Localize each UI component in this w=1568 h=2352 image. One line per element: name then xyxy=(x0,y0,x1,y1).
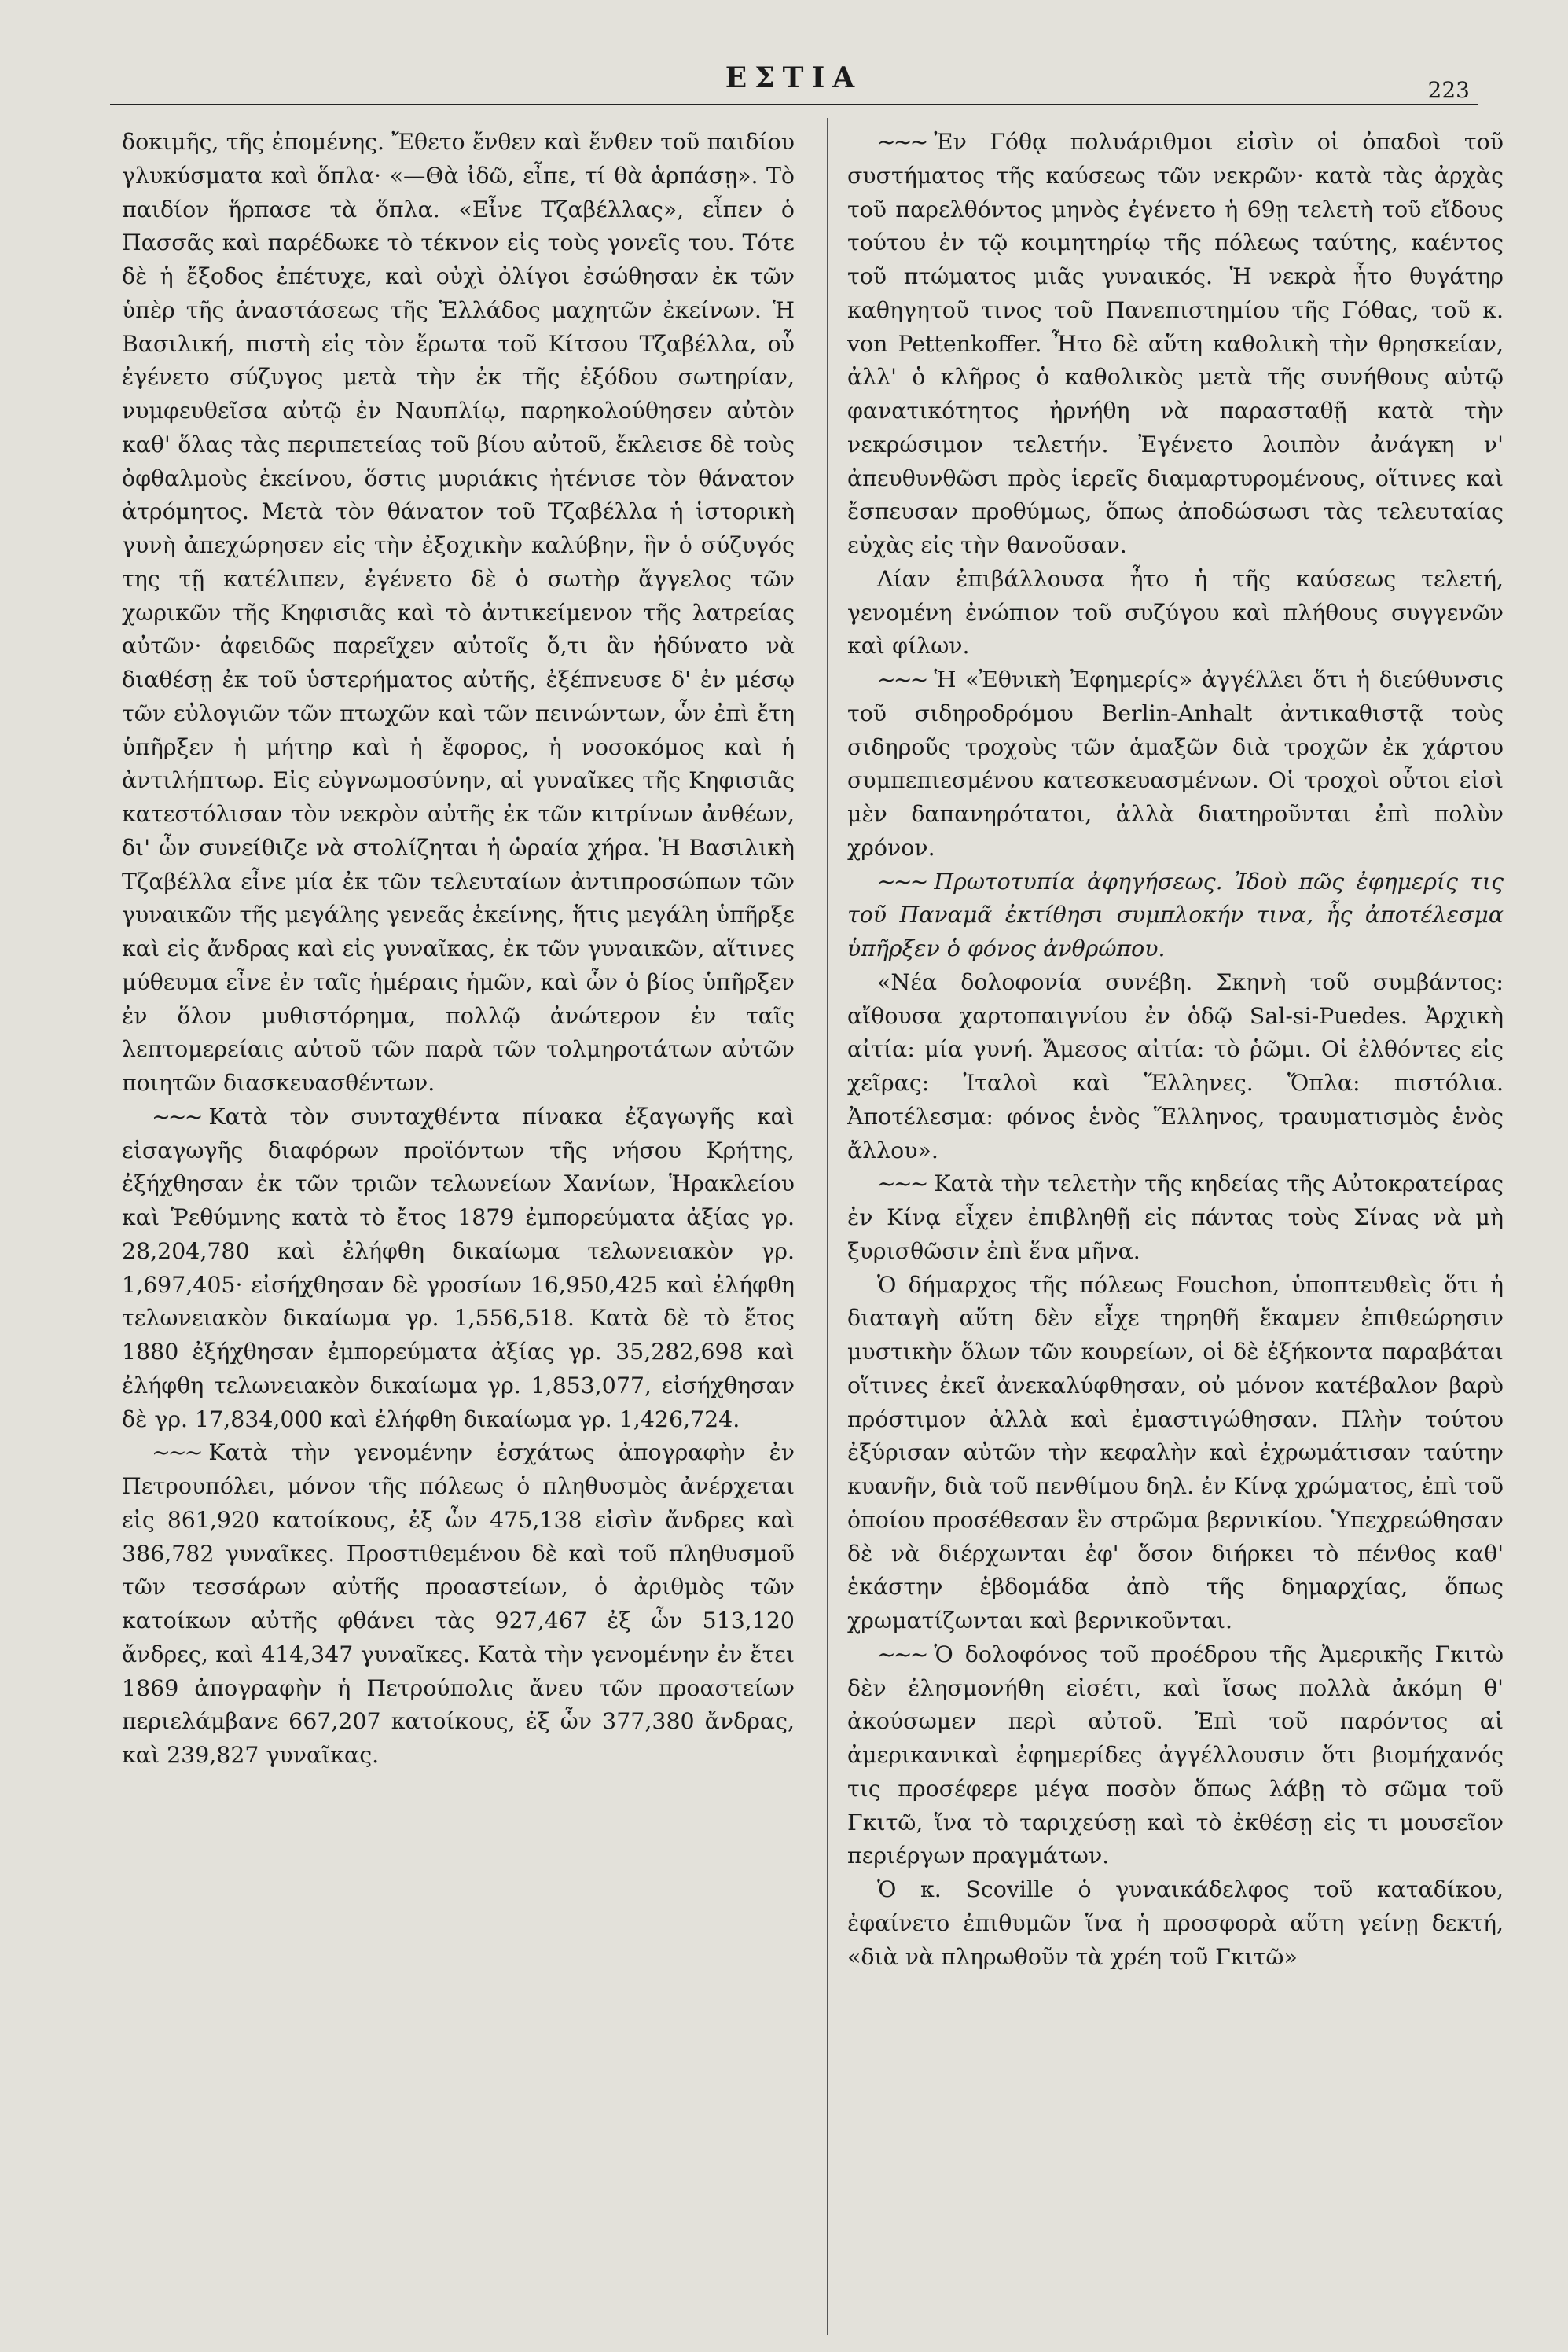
paragraph-text: Ἐν Γόθᾳ πολυάριθμοι εἰσὶν οἱ ὀπαδοὶ τοῦ συστήματος τῆς καύσεως τῶν νεκρῶν· κατὰ τὰς ἀρχὰς τοῦ παρελθόντος μηνὸς ἐγένετο ἡ 69ῃ τελετὴ τοῦ εἴδους τούτου ἐν τῷ κοιμητηρίῳ τῆς πόλεως ταύτης, καέντος τοῦ πτώματος μιᾶς γυναικός. Ἡ νεκρὰ ἦτο θυγάτηρ καθηγητοῦ τινος τοῦ Πανεπιστημίου τῆς Γόθας, τοῦ κ. von Pettenkoffer. Ἦτο δὲ αὕτη καθολικὴ τὴν θρησκείαν, ἀλλ' ὁ κλῆρος ὁ καθολικὸς μετὰ τῆς συνήθους αὐτῷ φανατικότητος ἠρνήθη νὰ παρασταθῇ κατὰ τὴν νεκρώσιμον τελετήν. Ἐγένετο λοιπὸν ἀνάγκη ν' ἀπευθυνθῶσι πρὸς ἱερεῖς διαμαρτυρομένους, οἵτινες καὶ ἔσπευσαν προθύμως, ὅπως ἀποδώσωσι τὰς τελευταίας εὐχὰς εἰς τὴν θανοῦσαν. xyxy=(847,129,1504,558)
page-number: 223 xyxy=(1427,77,1470,103)
paragraph-petersburg-census xyxy=(122,1436,795,1773)
right-column xyxy=(847,126,1504,2319)
paragraph-crete-trade xyxy=(122,1101,795,1437)
paragraph-text: Κατὰ τὴν τελετὴν τῆς κηδείας τῆς Αὐτοκρατείρας ἐν Κίνᾳ εἶχεν ἐπιβληθῇ εἰς πάντας τοὺς Σίνας νὰ μὴ ξυρισθῶσιν ἐπὶ ἕνα μῆνα. xyxy=(847,1170,1504,1264)
paragraph-panama-narrative xyxy=(847,865,1504,966)
header-rule xyxy=(110,104,1478,105)
paragraph-ceremony: Λίαν ἐπιβάλλουσα ἦτο ἡ τῆς καύσεως τελετή, γενομένη ἐνώπιον τοῦ συζύγου καὶ πλήθους συγγενῶν καὶ φίλων. xyxy=(847,565,1504,660)
section-marker: ~~~ xyxy=(152,1103,201,1130)
paragraph-tzavella: δοκιμῆς, τῆς ἐπομένης. Ἔθετο ἔνθεν καὶ ἔνθεν τοῦ παιδίου γλυκύσματα καὶ ὅπλα· «—Θὰ ἰδῶ, εἶπε, τί θὰ ἁρπάσῃ». Τὸ παιδίον ἥρπασε τὰ ὅπλα. «Εἶνε Τζαβέλλας», εἶπεν ὁ Πασσᾶς καὶ παρέδωκε τὸ τέκνον εἰς τοὺς γονεῖς του. Τότε δὲ ἡ ἔξοδος ἐπέτυχε, καὶ οὐχὶ ὀλίγοι ἐσώθησαν ἐκ τῶν ὑπὲρ τῆς ἀναστάσεως τῆς Ἑλλάδος μαχητῶν ἐκείνων. Ἡ Βασιλική, πιστὴ εἰς τὸν ἔρωτα τοῦ Κίτσου Τζαβέλλα, οὗ ἐγένετο σύζυγος μετὰ τὴν ἐκ τῆς ἐξόδου σωτηρίαν, νυμφευθεῖσα αὐτῷ ἐν Ναυπλίῳ, παρηκολούθησεν αὐτὸν καθ' ὅλας τὰς περιπετείας τοῦ βίου αὐτοῦ, ἔκλεισε δὲ τοὺς ὀφθαλμοὺς ἐκείνου, ὅστις μυριάκις ἠτένισε τὸν θάνατον ἀτρόμητος. Μετὰ τὸν θάνατον τοῦ Τζαβέλλα ἡ ἱστορικὴ γυνὴ ἀπεχώρησεν εἰς τὴν ἐξοχικὴν καλύβην, ἣν ὁ σύζυγός της τῇ κατέλιπεν, ἐγένετο δὲ ὁ σωτὴρ ἄγγελος τῶν χωρικῶν τῆς Κηφισιᾶς καὶ τὸ ἀντικείμενον τῆς λατρείας αὐτῶν· ἀφειδῶς παρεῖχεν αὐτοῖς ὅ,τι ἂν ἠδύνατο νὰ διαθέσῃ ἐκ τοῦ ὑστερήματος αὐτῆς, ἐξέπνευσε δ' ἐν μέσῳ τῶν εὐλογιῶν τῶν πτωχῶν καὶ τῶν πεινώντων, ὧν ἐπὶ ἔτη ὑπῆρξεν ἡ μήτηρ καὶ ἡ ἔφορος, ἡ νοσοκόμος καὶ ἡ ἀντιλήπτωρ. Εἰς εὐγνωμοσύνην, αἱ γυναῖκες τῆς Κηφισιᾶς κατεστόλισαν τὸν νεκρὸν αὐτῆς ἐκ τῶν κιτρίνων ἀνθέων, δι' ὧν συνείθιζε νὰ στολίζηται ἡ ὡραία χήρα. Ἡ Βασιλικὴ Τζαβέλλα εἶνε μία ἐκ τῶν τελευταίων ἀντιπροσώπων τῶν γυναικῶν τῆς μεγάλης γενεᾶς ἐκείνης, ἥτις μεγάλη ὑπῆρξε καὶ εἰς ἄνδρας καὶ εἰς γυναῖκας, ἐκ τῶν γυναικῶν, αἵτινες μύθευμα εἶνε ἐν ταῖς ἡμέραις ἡμῶν, καὶ ὧν ὁ βίος ὑπῆρξεν ἐν ὅλον μυθιστόρημα, πολλῷ ἀνώτερον ἐν ταῖς λεπτομερείαις αὐτοῦ τῶν παρὰ τῶν τολμηροτάτων αὐτῶν ποιητῶν διασκευασθέντων. xyxy=(122,129,795,1096)
section-marker: ~~~ xyxy=(877,667,927,693)
paragraph-guiteau xyxy=(847,1638,1504,1873)
section-marker: ~~~ xyxy=(877,1170,927,1197)
paragraph-china-mourning xyxy=(847,1167,1504,1268)
paragraph-text: Ἡ «Ἐθνικὴ Ἐφημερίς» ἀγγέλλει ὅτι ἡ διεύθυνσις τοῦ σιδηροδρόμου Berlin-Anhalt ἀντικαθιστᾷ τοὺς σιδηροῦς τροχοὺς τῶν ἁμαξῶν διὰ τροχῶν ἐκ χάρτου συμπεπιεσμένου κατεσκευασμένων. Οἱ τροχοὶ οὗτοι εἰσὶ μὲν δαπανηρότατοι, ἀλλὰ διατηροῦνται ἐπὶ πολὺν χρόνον. xyxy=(847,667,1504,861)
paragraph-fouchon-mayor: Ὁ δήμαρχος τῆς πόλεως Fouchon, ὑποπτευθεὶς ὅτι ἡ διαταγὴ αὕτη δὲν εἶχε τηρηθῆ ἔκαμεν ἐπιθεώρησιν μυστικὴν ὅλων τῶν κουρείων, οἱ δὲ ἐξήκοντα παραβάται οἵτινες ἐκεῖ ἀνεκαλύφθησαν, οὐ μόνον κατέβαλον βαρὺ πρόστιμον ἀλλὰ καὶ ἐμαστιγώθησαν. Πλὴν τούτου ἐξύρισαν αὐτῶν τὴν κεφαλὴν καὶ ἐχρωμάτισαν ταύτην κυανῆν, διὰ τοῦ πενθίμου δηλ. ἐν Κίνᾳ χρώματος, ἐπὶ τοῦ ὁποίου προσέθεσαν ἓν στρῶμα βερνικίου. Ὑπεχρεώθησαν δὲ νὰ διέρχωνται ἐφ' ὅσον διήρκει τὸ πένθος καθ' ἑκάστην ἑβδομάδα ἀπὸ τῆς δημαρχίας, ὅπως χρωματίζωνται καὶ βερνικοῦνται. xyxy=(847,1271,1504,1634)
masthead-title: ΕΣΤΙΑ xyxy=(725,61,863,94)
paragraph-scoville: Ὁ κ. Scoville ὁ γυναικάδελφος τοῦ καταδίκου, ἐφαίνετο ἐπιθυμῶν ἵνα ἡ προσφορὰ αὕτη γείνῃ δεκτή, «διὰ νὰ πληρωθοῦν τὰ χρέη τοῦ Γκιτῶ» xyxy=(847,1876,1504,1970)
paragraph-paper-wheels xyxy=(847,663,1504,865)
section-marker: ~~~ xyxy=(877,129,927,155)
left-column xyxy=(122,126,795,2319)
section-marker: ~~~ xyxy=(877,868,927,895)
section-marker: ~~~ xyxy=(152,1439,201,1466)
paragraph-text: Κατὰ τὸν συνταχθέντα πίνακα ἐξαγωγῆς καὶ εἰσαγωγῆς διαφόρων προϊόντων τῆς νήσου Κρήτης, ἐξήχθησαν ἐκ τῶν τριῶν τελωνείων Χανίων, Ἡρακλείου καὶ Ῥεθύμνης κατὰ τὸ ἔτος 1879 ἐμπορεύματα ἀξίας γρ. 28,204,780 καὶ ἐλήφθη δικαίωμα τελωνειακὸν γρ. 1,697,405· εἰσήχθησαν δὲ γροσίων 16,950,425 καὶ ἐλήφθη τελωνειακὸν δικαίωμα γρ. 1,556,518. Κατὰ δὲ τὸ ἔτος 1880 ἐξήχθησαν ἐμπορεύματα ἀξίας γρ. 35,282,698 καὶ ἐλήφθη τελωνειακὸν δικαίωμα γρ. 1,853,077, εἰσήχθησαν δὲ γρ. 17,834,000 καὶ ἐλήφθη δικαίωμα γρ. 1,426,724. xyxy=(122,1103,795,1432)
paragraph-murder-report: «Νέα δολοφονία συνέβη. Σκηνὴ τοῦ συμβάντος: αἴθουσα χαρτοπαιγνίου ἐν ὁδῷ Sal-si-Puedes. Ἀρχικὴ αἰτία: μία γυνή. Ἄμεσος αἰτία: τὸ ῥῶμι. Οἱ ἐλθόντες εἰς χεῖρας: Ἰταλοὶ καὶ Ἕλληνες. Ὅπλα: πιστόλια. Ἀποτέλεσμα: φόνος ἑνὸς Ἕλληνος, τραυματισμὸς ἑνὸς ἄλλου». xyxy=(847,968,1504,1163)
page-header xyxy=(110,55,1478,102)
column-divider xyxy=(827,118,828,2335)
paragraph-text: Πρωτοτυπία ἀφηγήσεως. Ἰδοὺ πῶς ἐφημερίς τις τοῦ Παναμᾶ ἐκτίθησι συμπλοκήν τινα, ἧς ἀποτέλεσμα ὑπῆρξεν ὁ φόνος ἀνθρώπου. xyxy=(847,868,1504,961)
paragraph-text: Ὁ δολοφόνος τοῦ προέδρου τῆς Ἀμερικῆς Γκιτὼ δὲν ἐλησμονήθη εἰσέτι, καὶ ἴσως πολλὰ ἀκόμη θ' ἀκούσωμεν περὶ αὐτοῦ. Ἐπὶ τοῦ παρόντος αἱ ἀμερικανικαὶ ἐφημερίδες ἀγγέλλουσιν ὅτι βιομήχανός τις προσέφερε μέγα ποσὸν ὅπως λάβῃ τὸ σῶμα τοῦ Γκιτῶ, ἵνα τὸ ταριχεύσῃ καὶ τὸ ἐκθέσῃ εἰς τι μουσεῖον περιέργων πραγμάτων. xyxy=(847,1641,1504,1869)
section-marker: ~~~ xyxy=(877,1641,927,1667)
paragraph-text: Κατὰ τὴν γενομένην ἐσχάτως ἀπογραφὴν ἐν Πετρουπόλει, μόνον τῆς πόλεως ὁ πληθυσμὸς ἀνέρχεται εἰς 861,920 κατοίκους, ἐξ ὧν 475,138 εἰσὶν ἄνδρες καὶ 386,782 γυναῖκες. Προστιθεμένου δὲ καὶ τοῦ πληθυσμοῦ τῶν τεσσάρων αὐτῆς προαστείων, ὁ ἀριθμὸς τῶν κατοίκων αὐτῆς φθάνει τὰς 927,467 ἐξ ὧν 513,120 ἄνδρες, καὶ 414,347 γυναῖκες. Κατὰ τὴν γενομένην ἐν ἔτει 1869 ἀπογραφὴν ἡ Πετρούπολις ἄνευ τῶν προαστείων περιελάμβανε 667,207 κατοίκους, ἐξ ὧν 377,380 ἄνδρας, καὶ 239,827 γυναῖκας. xyxy=(122,1439,795,1768)
paragraph-gotha-cremation xyxy=(847,126,1504,563)
